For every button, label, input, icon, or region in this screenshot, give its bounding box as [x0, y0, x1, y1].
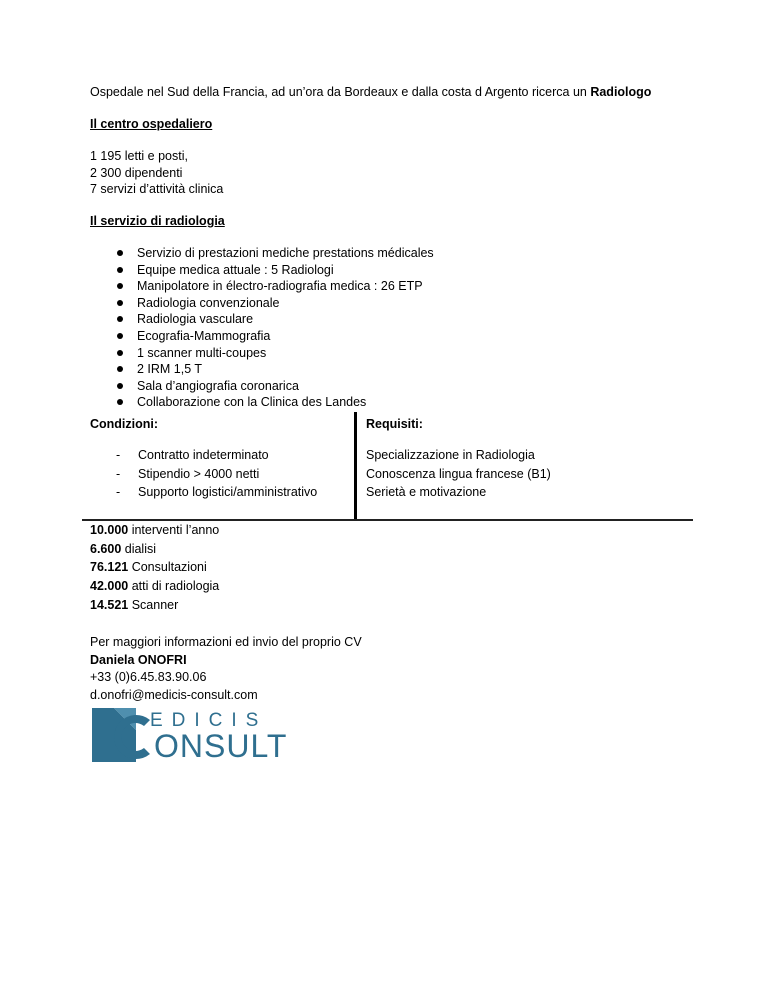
list-item-text: Manipolatore in électro-radiografia medica : 26 ETP [137, 279, 423, 294]
contact-email[interactable]: d.onofri@medicis-consult.com [90, 687, 258, 702]
list-item-text: Supporto logistici/amministrativo [138, 485, 318, 499]
stat-number: 10.000 [90, 523, 129, 537]
list-item-text: Ecografia-Mammografia [137, 328, 271, 343]
list-item-text: Radiologia vasculare [137, 312, 254, 327]
stat-label: Scanner [128, 597, 179, 612]
bullet-icon [117, 300, 123, 306]
list-item: Serietà e motivazione [366, 485, 487, 499]
stat-row [90, 541, 219, 560]
list-item: Specializzazione in Radiologia [366, 448, 535, 462]
contact-name: Daniela ONOFRI [90, 652, 187, 667]
stat-row [90, 578, 219, 597]
list-item-text: Equipe medica attuale : 5 Radiologi [137, 262, 334, 277]
centro-title: Il centro ospedaliero [90, 117, 213, 131]
contact-block [90, 634, 362, 704]
centro-line: 7 servizi d’attività clinica [90, 182, 224, 196]
list-item-text: Sala d’angiografia coronarica [137, 378, 299, 393]
bullet-icon [117, 350, 123, 356]
contact-phone[interactable]: +33 (0)6.45.83.90.06 [90, 670, 207, 684]
list-item-text: Stipendio > 4000 netti [138, 466, 260, 481]
logo-bottom-text: ONSULT [154, 728, 288, 764]
stat-row [90, 522, 219, 541]
stat-label: interventi l’anno [128, 523, 220, 537]
centro-line: 2 300 dipendenti [90, 165, 183, 180]
logo-top-text: EDICIS [150, 710, 268, 731]
list-item-text: Radiologia convenzionale [137, 295, 280, 310]
bullet-icon [117, 267, 123, 273]
section-divider [82, 519, 693, 521]
servizio-title: Il servizio di radiologia [90, 214, 225, 228]
stat-number: 6.600 [90, 541, 122, 556]
bullet-icon [117, 333, 123, 339]
bullet-icon [117, 383, 123, 389]
stat-label: Consultazioni [128, 560, 207, 575]
bullet-icon [117, 250, 123, 256]
stat-number: 42.000 [90, 579, 129, 594]
intro-job-title: Radiologo [590, 85, 652, 99]
stat-label: atti di radiologia [128, 579, 220, 594]
intro-line [90, 84, 651, 101]
requisiti-list [366, 447, 551, 503]
stat-number: 14.521 [90, 597, 129, 612]
bullet-icon [117, 283, 123, 289]
bullet-icon [117, 316, 123, 322]
list-item-text: 2 IRM 1,5 T [137, 362, 203, 377]
dash-marker: - [116, 448, 121, 462]
centro-line: 1 195 letti e posti, [90, 149, 188, 163]
dash-marker: - [116, 466, 121, 481]
dash-marker: - [116, 485, 121, 499]
stat-number: 76.121 [90, 560, 129, 575]
column-divider [354, 412, 357, 521]
list-item-text: Contratto indeterminato [138, 448, 269, 462]
stat-row [90, 597, 219, 616]
requisiti-title: Requisiti: [366, 417, 423, 431]
list-item-text: Servizio di prestazioni mediche prestations médicales [137, 246, 434, 260]
list-item-text: Collaborazione con la Clinica des Landes [137, 395, 367, 410]
medicis-consult-logo [92, 706, 288, 764]
bullet-icon [117, 366, 123, 372]
bullet-icon [117, 399, 123, 405]
centro-list [90, 148, 223, 198]
stat-label: dialisi [121, 541, 157, 556]
list-item: Conoscenza lingua francese (B1) [366, 466, 551, 481]
contact-info: Per maggiori informazioni ed invio del proprio CV [90, 635, 362, 649]
intro-text: Ospedale nel Sud della Francia, ad un’ora da Bordeaux e dalla costa d Argento ricerca un [90, 85, 591, 99]
condizioni-title: Condizioni: [90, 417, 159, 431]
list-item-text: 1 scanner multi-coupes [137, 345, 267, 360]
stats-list [90, 522, 219, 615]
stat-row [90, 559, 219, 578]
logo-graphic [92, 706, 288, 764]
